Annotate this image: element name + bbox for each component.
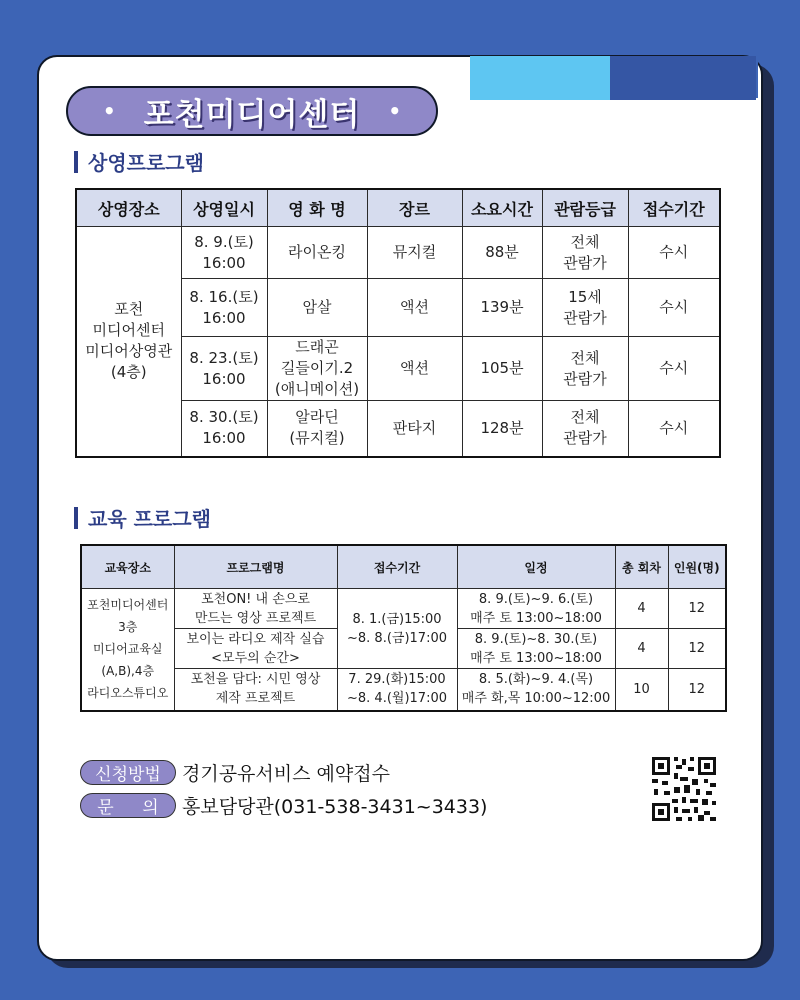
title-line: 알라딘 [295, 408, 339, 427]
card-notch-light [470, 56, 612, 100]
period-cell: 수시 [628, 279, 720, 337]
section-bar [74, 507, 78, 529]
schedule-line: 8. 9.(토)~8. 30.(토) [474, 631, 598, 647]
period-line: 8. 1.(금)15:00 [352, 611, 442, 627]
education-section-title: 교육 프로그램 [88, 507, 211, 531]
qr-code-graphic [650, 755, 718, 823]
sessions-cell: 10 [615, 669, 668, 711]
header-cell: 교육장소 [81, 545, 174, 589]
location-line: 포천미디어센터 [87, 598, 169, 613]
genre-cell: 액션 [367, 279, 462, 337]
title-cell [267, 401, 367, 457]
location-line: 미디어교육실 [92, 642, 163, 657]
sessions-cell: 4 [615, 589, 668, 629]
date-line: 8. 30.(토) [189, 408, 259, 427]
title-cell [267, 227, 367, 279]
program-line: 포천ON! 내 손으로 [201, 591, 310, 607]
card-notch-dark [610, 56, 756, 100]
period-line: ~8. 4.(월)17:00 [347, 691, 447, 707]
rating-line: 15세 [568, 287, 602, 306]
screening-section-title: 상영프로그램 [88, 151, 204, 175]
date-cell [181, 401, 267, 457]
time-line: 16:00 [202, 429, 246, 448]
contact-value: 홍보담당관(031-538-3431~3433) [182, 796, 488, 818]
title-line: 암살 [302, 298, 332, 316]
screening-table [75, 188, 721, 458]
education-location-cell [81, 589, 174, 711]
period-cell: 수시 [628, 401, 720, 457]
location-line: 미디어센터 [92, 321, 165, 340]
title-line: (애니메이션) [274, 380, 360, 398]
time-line: 16:00 [202, 253, 246, 272]
date-line: 8. 23.(토) [189, 348, 259, 367]
runtime-cell: 88분 [462, 227, 542, 279]
table-row [81, 669, 726, 711]
schedule-line: 8. 9.(토)~9. 6.(토) [478, 591, 594, 607]
program-cell [174, 589, 337, 629]
genre-cell: 뮤지컬 [367, 227, 462, 279]
apply-label-text: 신청방법 [95, 765, 161, 785]
location-line: 3층 [118, 620, 138, 635]
period-cell [337, 669, 457, 711]
period-cell [337, 589, 457, 669]
schedule-line: 매주 토 13:00~18:00 [470, 650, 602, 666]
date-cell [181, 337, 267, 401]
title-cell [267, 337, 367, 401]
rating-line: 관람가 [563, 429, 607, 448]
header-cell: 총 회차 [615, 545, 668, 589]
apply-method-label [80, 760, 176, 785]
schedule-cell [457, 589, 615, 629]
rating-line: 관람가 [563, 308, 607, 327]
runtime-cell: 139분 [462, 279, 542, 337]
qr-code-icon[interactable] [650, 755, 718, 823]
sessions-cell: 4 [615, 629, 668, 669]
education-section-heading [74, 503, 211, 532]
header-cell: 상영일시 [181, 189, 267, 227]
education-table [80, 544, 727, 712]
header-cell: 일정 [457, 545, 615, 589]
apply-method-value: 경기공유서비스 예약접수 [182, 763, 390, 785]
screening-section-heading [74, 147, 204, 176]
rating-cell [542, 227, 628, 279]
rating-cell [542, 279, 628, 337]
period-cell: 수시 [628, 227, 720, 279]
date-cell [181, 227, 267, 279]
rating-line: 관람가 [563, 369, 607, 388]
program-cell [174, 669, 337, 711]
people-cell: 12 [668, 589, 726, 629]
time-line: 16:00 [202, 369, 246, 388]
schedule-line: 8. 5.(화)~9. 4.(목) [478, 672, 594, 688]
program-cell [174, 629, 337, 669]
period-cell: 수시 [628, 337, 720, 401]
location-line: 라디오스튜디오 [87, 686, 169, 701]
table-row [76, 227, 720, 279]
page-title: 포천미디어센터 [143, 96, 361, 133]
contact-label-part: 문 [97, 798, 114, 818]
contact-row [80, 792, 487, 819]
header-cell: 관람등급 [542, 189, 628, 227]
title-pill [66, 86, 438, 136]
header-cell: 장르 [367, 189, 462, 227]
header-cell: 인원(명) [668, 545, 726, 589]
program-line: 보이는 라디오 제작 실습 [186, 631, 325, 647]
title-cell [267, 279, 367, 337]
header-cell: 소요시간 [462, 189, 542, 227]
runtime-cell: 128분 [462, 401, 542, 457]
schedule-line: 매주 토 13:00~18:00 [470, 610, 602, 626]
location-line: (4층) [110, 363, 147, 382]
location-line: (A,B),4층 [101, 664, 155, 679]
rating-line: 전체 [570, 408, 600, 427]
contact-label [80, 793, 176, 818]
program-line: <모두의 순간> [211, 650, 300, 666]
education-header-row [81, 545, 726, 589]
header-cell: 상영장소 [76, 189, 181, 227]
title-line: 길들이기.2 [280, 359, 354, 377]
header-cell: 접수기간 [628, 189, 720, 227]
header-cell: 프로그램명 [174, 545, 337, 589]
people-cell: 12 [668, 669, 726, 711]
genre-cell: 판타지 [367, 401, 462, 457]
rating-line: 관람가 [563, 253, 607, 272]
schedule-cell [457, 629, 615, 669]
rating-cell [542, 337, 628, 401]
period-line: 7. 29.(화)15:00 [348, 672, 446, 688]
rating-line: 전체 [570, 348, 600, 367]
header-cell: 영 화 명 [267, 189, 367, 227]
schedule-cell [457, 669, 615, 711]
title-line: (뮤지컬) [289, 429, 345, 448]
period-line: ~8. 8.(금)17:00 [347, 630, 447, 646]
schedule-line: 매주 화,목 10:00~12:00 [461, 691, 611, 707]
program-line: 만드는 영상 프로젝트 [194, 610, 317, 626]
program-line: 제작 프로젝트 [215, 691, 296, 707]
location-line: 포천 [114, 300, 144, 319]
rating-cell [542, 401, 628, 457]
genre-cell: 액션 [367, 337, 462, 401]
time-line: 16:00 [202, 308, 246, 327]
contact-label-part: 의 [142, 798, 159, 818]
apply-method-row [80, 759, 390, 786]
date-line: 8. 16.(토) [189, 287, 259, 306]
rating-line: 전체 [570, 232, 600, 251]
runtime-cell: 105분 [462, 337, 542, 401]
title-dot-right: • [388, 99, 402, 123]
header-cell: 접수기간 [337, 545, 457, 589]
date-line: 8. 9.(토) [194, 232, 254, 251]
people-cell: 12 [668, 629, 726, 669]
title-line: 드래곤 [295, 338, 339, 356]
table-row [81, 589, 726, 629]
location-line: 미디어상영관 [85, 342, 173, 361]
section-bar [74, 151, 78, 173]
date-cell [181, 279, 267, 337]
title-line: 라이온킹 [288, 243, 346, 261]
screening-location-cell [76, 227, 181, 457]
program-line: 포천을 담다: 시민 영상 [190, 672, 321, 688]
title-dot-left: • [102, 99, 116, 123]
screening-header-row [76, 189, 720, 227]
